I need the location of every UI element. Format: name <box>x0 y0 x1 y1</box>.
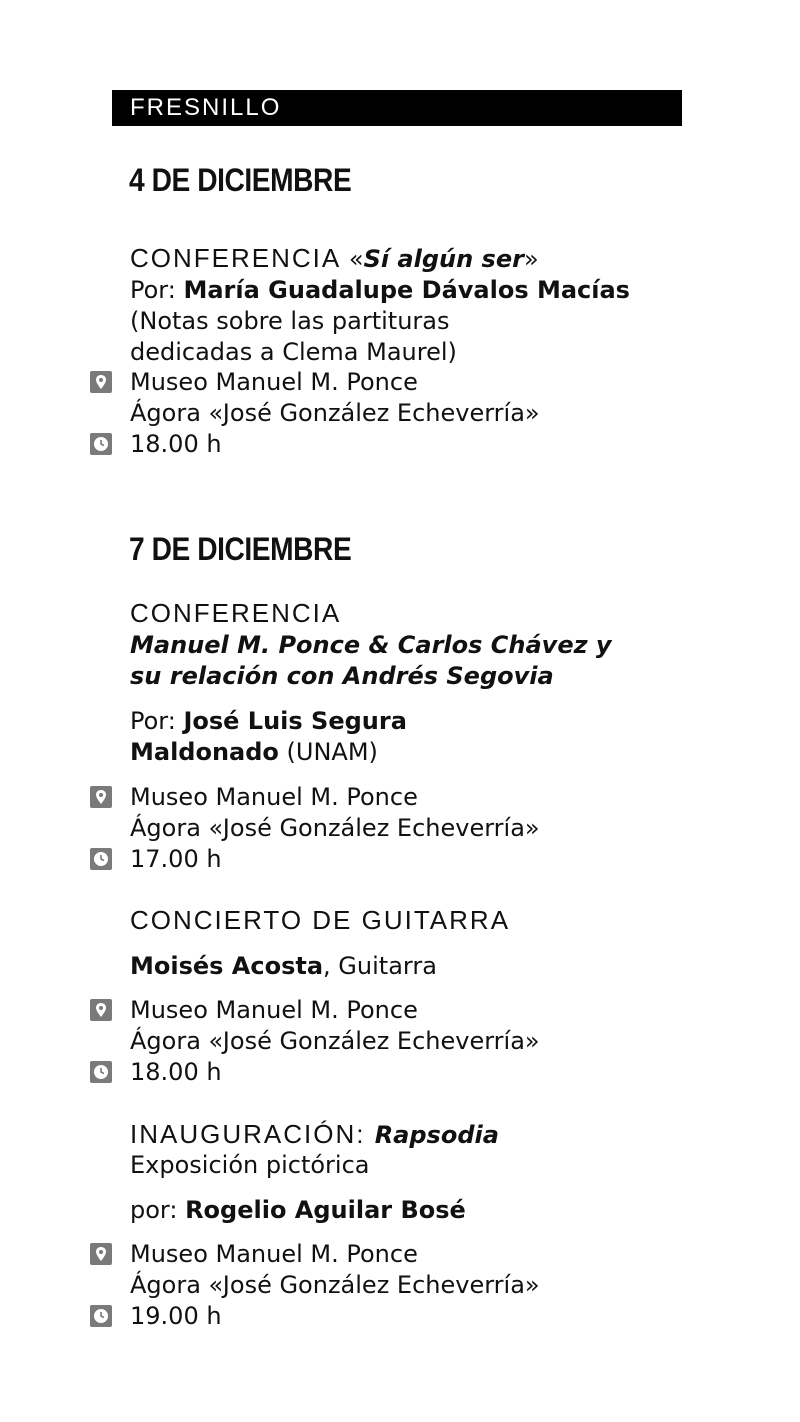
clock-icon <box>90 848 112 870</box>
venue-line2: Ágora «José González Echeverría» <box>130 814 540 842</box>
map-pin-icon <box>90 371 112 393</box>
venue-line1: Museo Manuel M. Ponce <box>130 996 418 1024</box>
event-note-line1: (Notas sobre las partituras <box>130 307 450 335</box>
event-time: 18.00 h <box>130 1058 222 1086</box>
performer-name: Moisés Acosta <box>130 952 324 980</box>
venue-line2: Ágora «José González Echeverría» <box>130 1027 540 1055</box>
by-label: Por: <box>130 276 184 304</box>
event-category: CONFERENCIA <box>130 598 342 628</box>
by-label: Por: <box>130 707 184 735</box>
map-pin-icon <box>90 1243 112 1265</box>
venue-line1: Museo Manuel M. Ponce <box>130 368 418 396</box>
event-title: Rapsodia <box>374 1121 499 1149</box>
venue-line1: Museo Manuel M. Ponce <box>130 783 418 811</box>
event-note-line2: dedicadas a Clema Maurel) <box>130 338 457 366</box>
clock-icon <box>90 433 112 455</box>
event-category: CONCIERTO DE GUITARRA <box>130 905 511 935</box>
event-title-line2: su relación con Andrés Segovia <box>130 662 554 690</box>
venue-line1: Museo Manuel M. Ponce <box>130 1240 418 1268</box>
event-time: 19.00 h <box>130 1302 222 1330</box>
event-subtitle: Exposición pictórica <box>130 1151 370 1179</box>
speaker-name-line1: José Luis Segura <box>183 707 407 735</box>
venue-line2: Ágora «José González Echeverría» <box>130 1271 540 1299</box>
event-heading <box>130 1119 499 1151</box>
speaker-name: María Guadalupe Dávalos Macías <box>183 276 630 304</box>
clock-icon <box>90 1061 112 1083</box>
artist-line <box>130 1195 466 1226</box>
map-pin-icon <box>90 999 112 1021</box>
date-heading-day2: 7 DE DICIEMBRE <box>129 531 352 567</box>
date-heading-day1: 4 DE DICIEMBRE <box>129 162 352 198</box>
event-time: 17.00 h <box>130 845 222 873</box>
event-heading <box>130 243 539 275</box>
venue-line2: Ágora «José González Echeverría» <box>130 399 540 427</box>
speaker-line <box>130 275 630 306</box>
clock-icon <box>90 1305 112 1327</box>
speaker-line2 <box>130 737 378 768</box>
city-banner: FRESNILLO <box>112 90 682 126</box>
by-label: por: <box>130 1196 186 1224</box>
speaker-name-line2: Maldonado <box>130 738 279 766</box>
event-category: INAUGURACIÓN: <box>130 1119 375 1149</box>
performer-line <box>130 951 437 982</box>
performer-role: , Guitarra <box>323 952 437 980</box>
event-category: CONFERENCIA <box>130 243 342 273</box>
quote-open: « <box>341 245 364 273</box>
event-title-line1: Manuel M. Ponce & Carlos Chávez y <box>130 631 612 659</box>
quote-close: » <box>523 245 539 273</box>
event-time: 18.00 h <box>130 430 222 458</box>
event-title: Sí algún ser <box>363 245 524 273</box>
speaker-affiliation: (UNAM) <box>278 738 378 766</box>
speaker-line <box>130 706 407 737</box>
artist-name: Rogelio Aguilar Bosé <box>185 1196 466 1224</box>
map-pin-icon <box>90 786 112 808</box>
